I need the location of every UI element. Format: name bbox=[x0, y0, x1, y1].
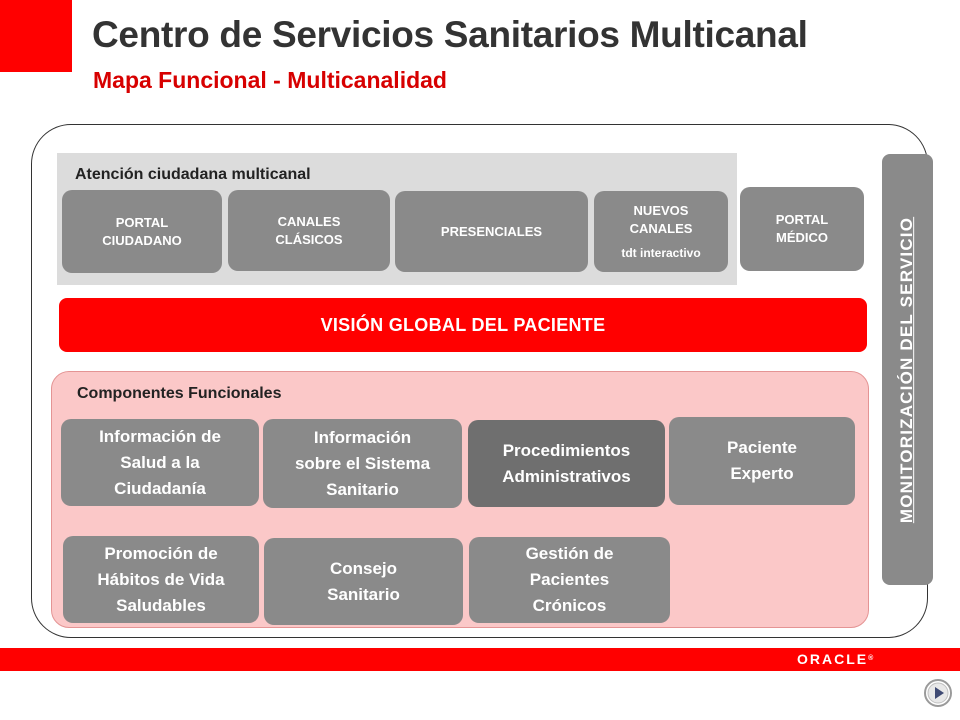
comp-consejo-sanitario: Consejo Sanitario bbox=[264, 538, 463, 625]
monitorizacion-bar bbox=[882, 154, 933, 585]
vision-global-bar: VISIÓN GLOBAL DEL PACIENTE bbox=[59, 298, 867, 352]
comp-promocion-habitos: Promoción de Hábitos de Vida Saludables bbox=[63, 536, 259, 623]
channel-portal-ciudadano: PORTAL CIUDADANO bbox=[62, 190, 222, 273]
comp-paciente-experto: Paciente Experto bbox=[669, 417, 855, 505]
nuevos-canales-sub: tdt interactivo bbox=[621, 245, 701, 260]
page-title: Centro de Servicios Sanitarios Multicanal bbox=[92, 14, 808, 55]
comp-informacion-salud: Información de Salud a la Ciudadanía bbox=[61, 419, 259, 506]
play-circle-icon[interactable] bbox=[923, 678, 953, 708]
channel-presenciales: PRESENCIALES bbox=[395, 191, 588, 272]
channel-nuevos-canales bbox=[594, 191, 728, 272]
oracle-logo-text: ORACLE bbox=[797, 651, 869, 667]
oracle-logo: ORACLE® bbox=[797, 651, 876, 667]
componentes-label: Componentes Funcionales bbox=[77, 385, 282, 402]
comp-informacion-sistema: Información sobre el Sistema Sanitario bbox=[263, 419, 462, 508]
page-subtitle: Mapa Funcional - Multicanalidad bbox=[93, 67, 447, 93]
channel-portal-medico: PORTAL MÉDICO bbox=[740, 187, 864, 271]
atencion-label: Atención ciudadana multicanal bbox=[75, 166, 311, 183]
comp-procedimientos: Procedimientos Administrativos bbox=[468, 420, 665, 507]
nuevos-canales-label: NUEVOS CANALES bbox=[629, 202, 693, 236]
monitorizacion-label: MONITORIZACIÓN DEL SERVICIO bbox=[897, 216, 917, 523]
comp-gestion-cronicos: Gestión de Pacientes Crónicos bbox=[469, 537, 670, 623]
channel-canales-clasicos: CANALES CLÁSICOS bbox=[228, 190, 390, 271]
brand-red-square bbox=[0, 0, 72, 72]
